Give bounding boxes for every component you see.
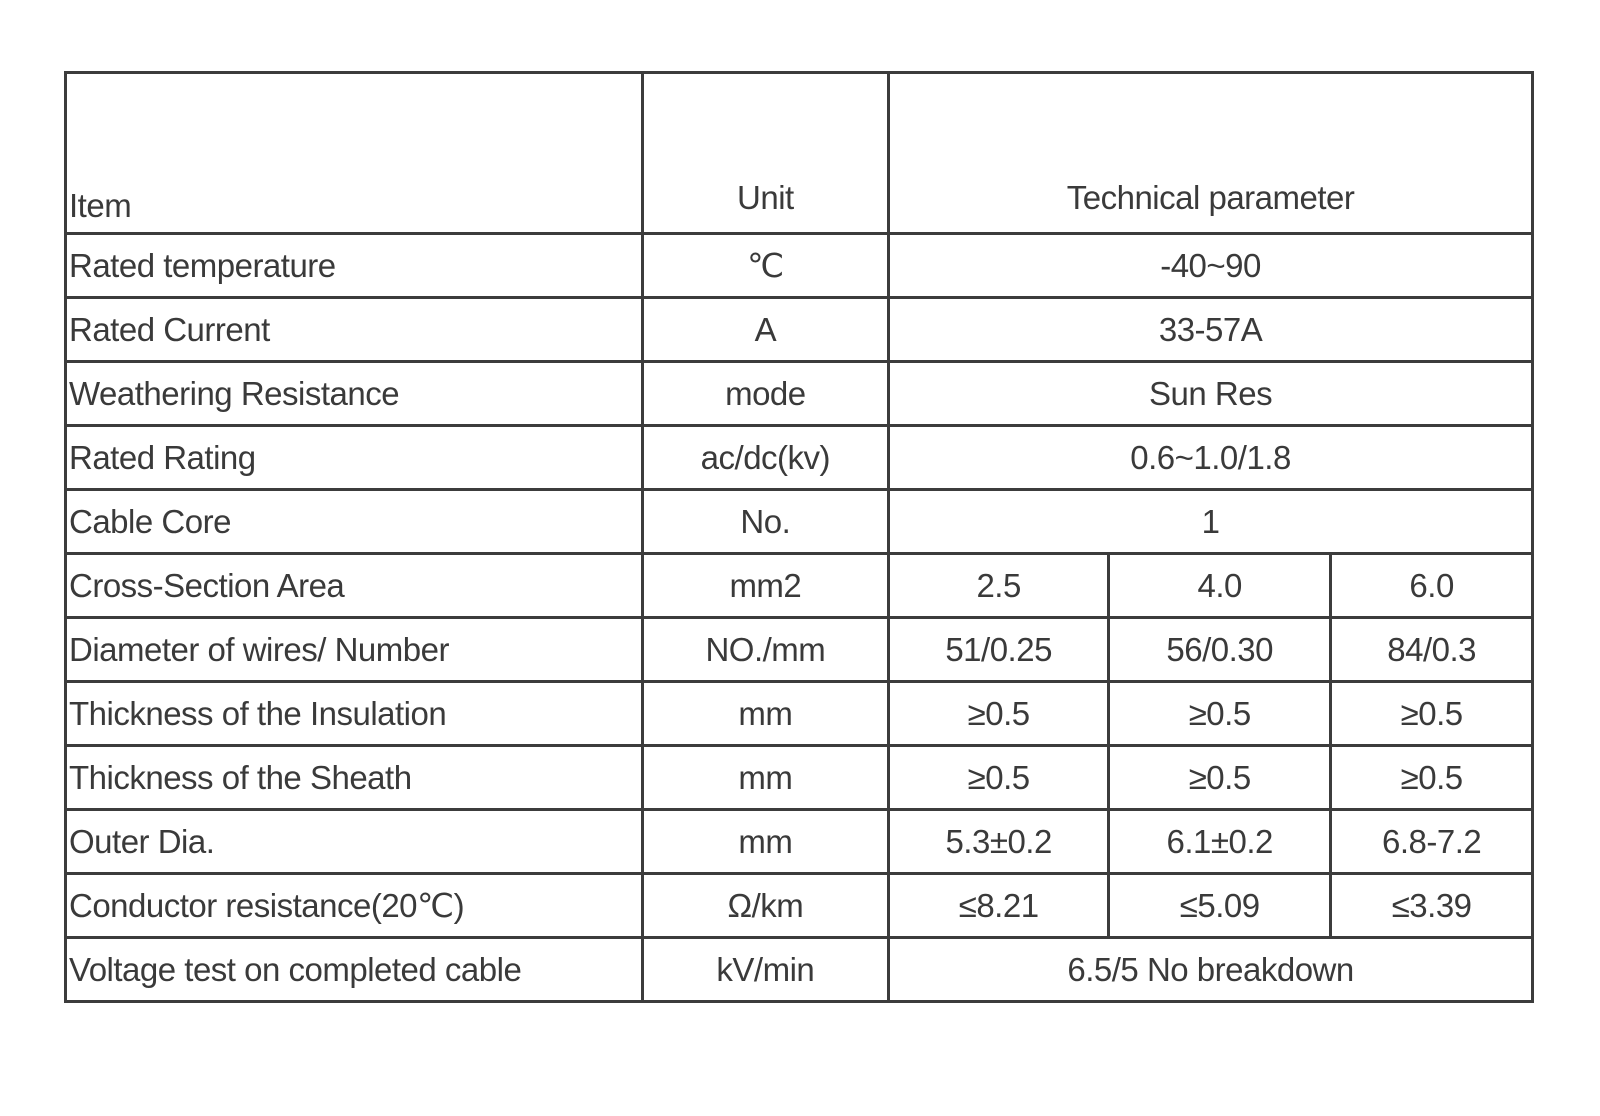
table-header-row bbox=[66, 73, 1533, 234]
table-row bbox=[66, 234, 1533, 298]
row-item-label: Cross-Section Area bbox=[66, 554, 643, 618]
row-unit: Ω/km bbox=[642, 874, 889, 938]
row-item-label: Conductor resistance(20℃) bbox=[66, 874, 643, 938]
row-unit: mm bbox=[642, 746, 889, 810]
row-value: 6.8-7.2 bbox=[1331, 810, 1533, 874]
table-row bbox=[66, 682, 1533, 746]
row-item-label: Outer Dia. bbox=[66, 810, 643, 874]
row-item-label: Diameter of wires/ Number bbox=[66, 618, 643, 682]
row-item-label: Voltage test on completed cable bbox=[66, 938, 643, 1002]
row-item-label: Weathering Resistance bbox=[66, 362, 643, 426]
row-value: ≥0.5 bbox=[1109, 682, 1331, 746]
row-unit: A bbox=[642, 298, 889, 362]
row-value: 51/0.25 bbox=[889, 618, 1109, 682]
row-value: ≤3.39 bbox=[1331, 874, 1533, 938]
row-unit: mode bbox=[642, 362, 889, 426]
row-value: ≥0.5 bbox=[889, 682, 1109, 746]
table-row bbox=[66, 618, 1533, 682]
row-item-label: Rated temperature bbox=[66, 234, 643, 298]
table-row bbox=[66, 554, 1533, 618]
row-unit: ℃ bbox=[642, 234, 889, 298]
row-value: 6.5/5 No breakdown bbox=[889, 938, 1533, 1002]
row-value: ≥0.5 bbox=[1331, 746, 1533, 810]
row-unit: mm bbox=[642, 810, 889, 874]
table-row bbox=[66, 938, 1533, 1002]
row-value: ≤5.09 bbox=[1109, 874, 1331, 938]
table-row bbox=[66, 298, 1533, 362]
header-item: Item bbox=[66, 73, 643, 234]
row-value: ≥0.5 bbox=[889, 746, 1109, 810]
row-unit: kV/min bbox=[642, 938, 889, 1002]
row-value: 5.3±0.2 bbox=[889, 810, 1109, 874]
row-item-label: Rated Rating bbox=[66, 426, 643, 490]
row-value: 4.0 bbox=[1109, 554, 1331, 618]
row-item-label: Rated Current bbox=[66, 298, 643, 362]
table-row bbox=[66, 362, 1533, 426]
row-unit: NO./mm bbox=[642, 618, 889, 682]
row-unit: mm2 bbox=[642, 554, 889, 618]
spec-table bbox=[64, 71, 1534, 1003]
header-unit: Unit bbox=[642, 73, 889, 234]
row-value: ≥0.5 bbox=[1109, 746, 1331, 810]
table-row bbox=[66, 490, 1533, 554]
row-value: 6.0 bbox=[1331, 554, 1533, 618]
table-row bbox=[66, 874, 1533, 938]
table-row bbox=[66, 810, 1533, 874]
row-value: 6.1±0.2 bbox=[1109, 810, 1331, 874]
row-value: 1 bbox=[889, 490, 1533, 554]
row-value: 56/0.30 bbox=[1109, 618, 1331, 682]
row-value: Sun Res bbox=[889, 362, 1533, 426]
row-unit: mm bbox=[642, 682, 889, 746]
row-value: 2.5 bbox=[889, 554, 1109, 618]
row-item-label: Cable Core bbox=[66, 490, 643, 554]
row-item-label: Thickness of the Sheath bbox=[66, 746, 643, 810]
row-value: ≤8.21 bbox=[889, 874, 1109, 938]
row-value: 84/0.3 bbox=[1331, 618, 1533, 682]
row-value: 33-57A bbox=[889, 298, 1533, 362]
row-item-label: Thickness of the Insulation bbox=[66, 682, 643, 746]
row-value: -40~90 bbox=[889, 234, 1533, 298]
row-value: 0.6~1.0/1.8 bbox=[889, 426, 1533, 490]
header-technical-parameter: Technical parameter bbox=[889, 73, 1533, 234]
row-unit: No. bbox=[642, 490, 889, 554]
table-row bbox=[66, 746, 1533, 810]
row-value: ≥0.5 bbox=[1331, 682, 1533, 746]
table-row bbox=[66, 426, 1533, 490]
row-unit: ac/dc(kv) bbox=[642, 426, 889, 490]
